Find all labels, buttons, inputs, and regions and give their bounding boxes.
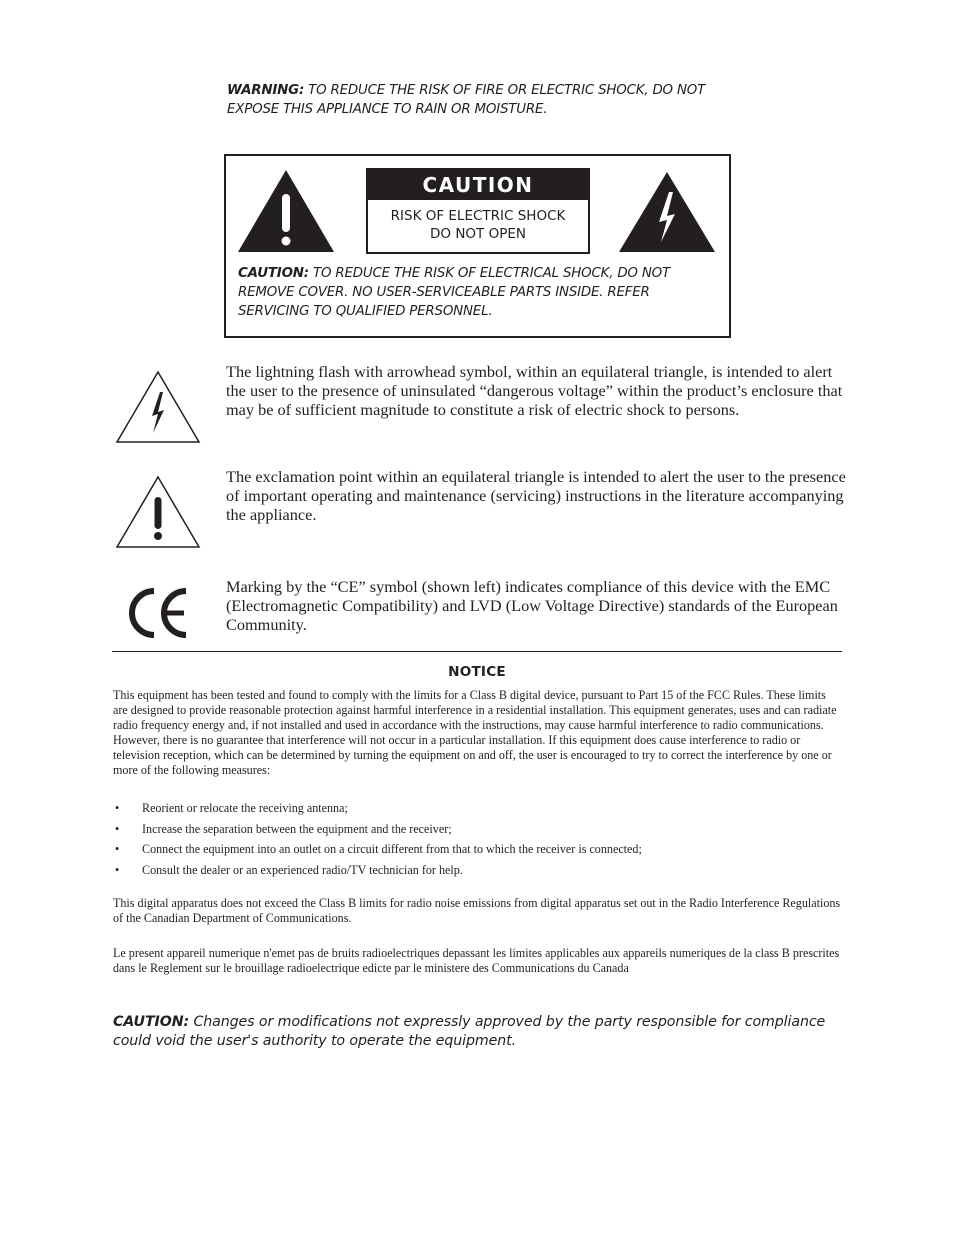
list-item-text: Reorient or relocate the receiving antenna;	[142, 801, 348, 815]
caution-badge-title: CAUTION	[368, 170, 588, 200]
bullet-icon: •	[115, 842, 120, 856]
list-item	[113, 860, 843, 881]
modification-caution	[113, 1013, 848, 1051]
lightning-triangle-icon	[115, 370, 201, 444]
exclamation-triangle-icon	[236, 168, 336, 254]
bullet-icon: •	[115, 801, 120, 815]
notice-title: NOTICE	[448, 664, 506, 680]
ce-mark-icon	[124, 583, 190, 643]
final-caution-label: CAUTION:	[113, 1014, 190, 1030]
exclamation-triangle-icon	[115, 475, 201, 549]
caution-badge-line2: DO NOT OPEN	[430, 226, 526, 242]
caution-text: TO REDUCE THE RISK OF ELECTRICAL SHOCK, DO NOT REMOVE COVER. NO USER-SERVICEABLE PARTS INSIDE. REFER SERVICING TO QUALIFIED PERSONNEL.	[238, 266, 670, 319]
ce-symbol-description: Marking by the “CE” symbol (shown left) indicates compliance of this device with the EMC (Electromagnetic Compatibility) and LVD (Low Voltage Directive) standards of the European Community.	[226, 577, 838, 634]
bullet-icon: •	[115, 862, 120, 877]
lightning-triangle-icon	[617, 170, 717, 254]
list-item-text: Increase the separation between the equipment and the receiver;	[142, 821, 452, 836]
final-caution-text: Changes or modifications not expressly approved by the party responsible for compliance could void the user's authority to operate the equipment.	[113, 1014, 826, 1049]
caution-badge-text	[368, 200, 588, 243]
notice-measures-list	[113, 798, 843, 880]
canada-compliance-english: This digital apparatus does not exceed the Class B limits for radio noise emissions from digital apparatus set out in the Radio Interference Regulations of the Canadian Department of Communications.	[113, 896, 841, 925]
warning-label: WARNING:	[227, 83, 305, 98]
warning-text: TO REDUCE THE RISK OF FIRE OR ELECTRIC SHOCK, DO NOT EXPOSE THIS APPLIANCE TO RAIN OR MOISTURE.	[227, 83, 706, 117]
list-item	[113, 819, 843, 840]
section-divider	[112, 651, 842, 652]
bullet-icon: •	[115, 821, 120, 836]
list-item	[113, 839, 843, 860]
notice-body: This equipment has been tested and found to comply with the limits for a Class B digital device, pursuant to Part 15 of the FCC Rules. These limits are designed to provide reasonable protection against harmful interference in a residential installation. This equipment generates, uses and can radiate radio frequency energy and, if not installed and used in accordance with the instructions, may cause harmful interference to radio communications. However, there is no guarantee that interference will not occur in a particular installation. If this equipment does cause interference to radio or television reception, which can be determined by turning the equipment on and off, the user is encouraged to try to correct the interference by one or more of the following measures:	[113, 688, 837, 777]
lightning-symbol-description: The lightning flash with arrowhead symbol, within an equilateral triangle, is intended to alert the user to the presence of uninsulated “dangerous voltage” within the product’s enclosure that may be of sufficient magnitude to constitute a risk of electric shock to persons.	[226, 362, 843, 419]
caution-badge-line1: RISK OF ELECTRIC SHOCK	[390, 208, 566, 224]
canada-compliance-french: Le present appareil numerique n'emet pas de bruits radioelectriques depassant les limites applicables aux appareils numeriques de la class B prescrites dans le Reglement sur le brouillage radioelectrique edicte par le ministere des Communications du Canada	[113, 946, 840, 975]
list-item-text: Consult the dealer or an experienced radio/TV technician for help.	[142, 862, 463, 877]
caution-statement	[238, 264, 723, 321]
caution-badge	[366, 168, 590, 254]
exclamation-symbol-description: The exclamation point within an equilateral triangle is intended to alert the user to the presence of important operating and maintenance (servicing) instructions in the literature accompanying the appliance.	[226, 467, 846, 524]
warning-statement	[227, 82, 747, 119]
caution-box	[224, 154, 731, 338]
caution-label: CAUTION:	[238, 266, 309, 281]
list-item	[113, 798, 843, 819]
list-item-text: Connect the equipment into an outlet on a circuit different from that to which the receiver is connected;	[142, 842, 642, 856]
